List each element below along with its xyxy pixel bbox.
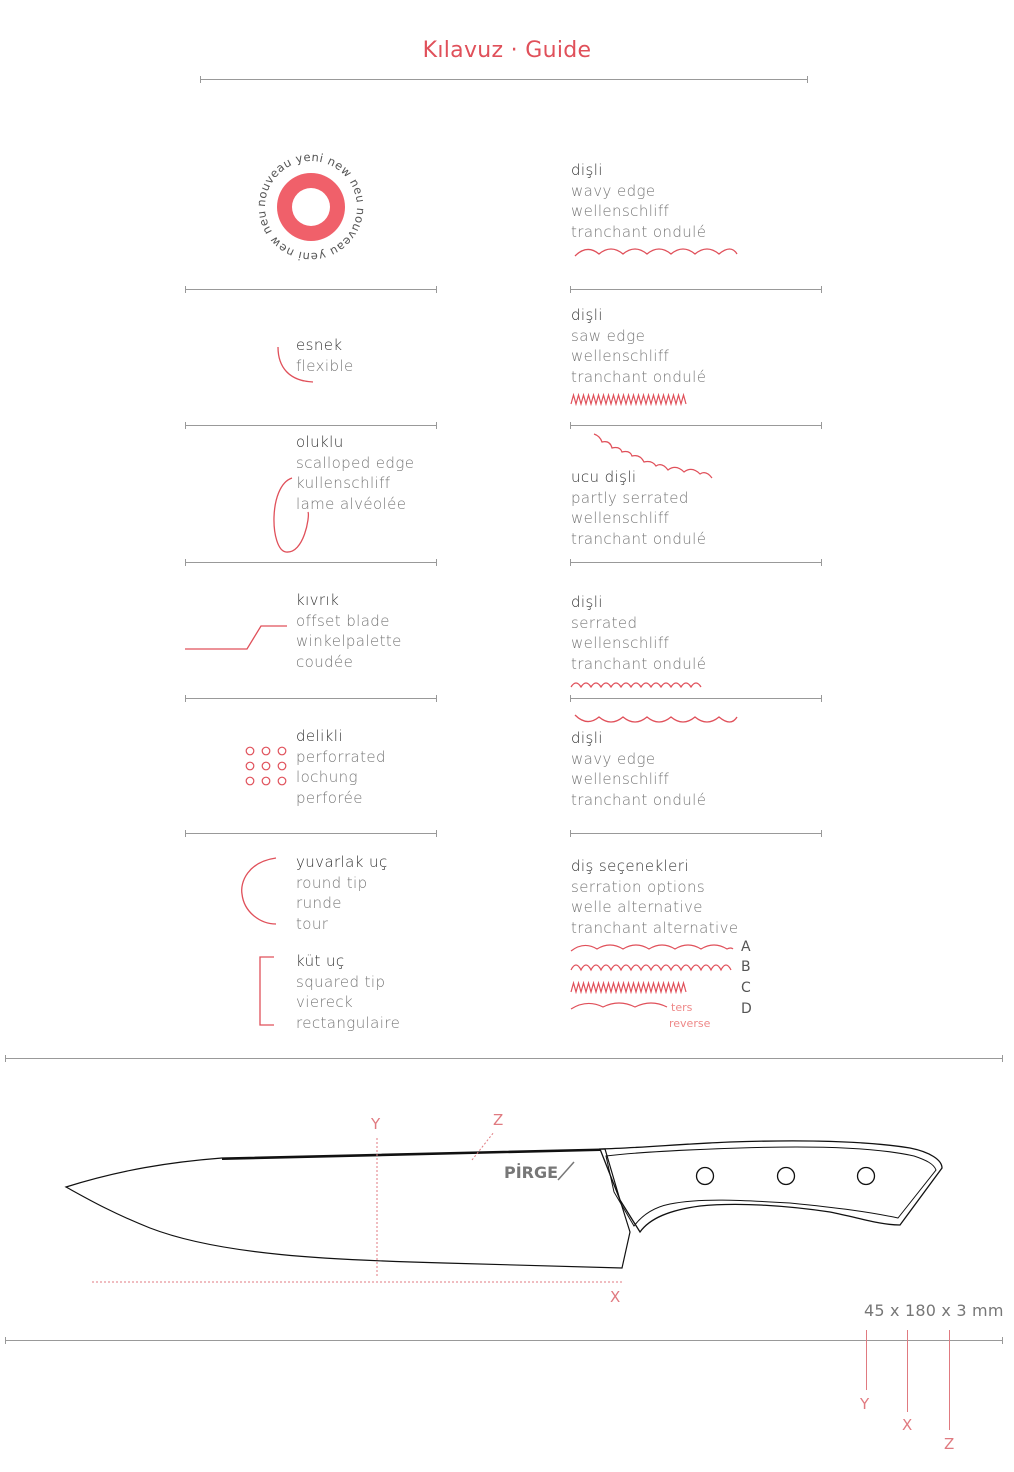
- wavy-edge-2-block: [571, 728, 706, 811]
- round-tip-block: [296, 852, 388, 935]
- knife-axis-z: Z: [493, 1111, 504, 1129]
- round-tip-line-fr: tour: [296, 915, 329, 934]
- serrated-icon: [571, 681, 707, 691]
- dim-line-x: [907, 1330, 908, 1412]
- serrated-heading: dişli: [571, 593, 603, 611]
- serrated-line-en: serrated: [571, 613, 638, 632]
- perforated-line-en: perforrated: [296, 747, 386, 766]
- flexible-heading: esnek: [296, 336, 343, 354]
- option-d-icon: [571, 1001, 671, 1013]
- serration-options-block: [571, 856, 738, 939]
- wavy-edge-icon: [573, 244, 743, 258]
- wavy-edge-2-line-fr: tranchant ondulé: [571, 791, 707, 810]
- offset-blade-icon: [185, 624, 289, 652]
- wavy-edge-line-fr: tranchant ondulé: [571, 223, 707, 242]
- option-letter-c: C: [741, 980, 751, 996]
- perforated-line-de: lochung: [296, 768, 358, 787]
- perforated-icon: [244, 745, 294, 785]
- serration-options-line-fr: tranchant alternative: [571, 919, 739, 938]
- knife-illustration: [0, 1100, 1014, 1400]
- section-divider: [5, 1058, 1003, 1059]
- dim-label-x: X: [902, 1416, 913, 1434]
- saw-edge-block: [571, 305, 706, 388]
- divider: [570, 833, 822, 834]
- offset-heading: kıvrık: [296, 591, 340, 609]
- option-c-icon: [571, 981, 691, 995]
- offset-line-de: winkelpalette: [296, 632, 402, 651]
- squared-tip-line-de: viereck: [296, 993, 354, 1012]
- partly-serrated-block: [571, 467, 706, 550]
- round-tip-icon: [240, 856, 280, 928]
- serrated-block: [571, 592, 706, 675]
- scalloped-heading: oluklu: [296, 433, 344, 451]
- scalloped-line-fr: lame alvéolée: [296, 495, 407, 514]
- dimensions-text: 45 x 180 x 3 mm: [864, 1301, 1004, 1320]
- divider: [570, 289, 822, 290]
- scalloped-line-en: scalloped edge: [296, 453, 415, 472]
- saw-edge-heading: dişli: [571, 306, 603, 324]
- offset-block: [296, 590, 402, 673]
- wavy-edge-2-icon: [573, 713, 743, 727]
- divider: [570, 698, 822, 699]
- round-tip-heading: yuvarlak uç: [296, 853, 388, 871]
- offset-line-fr: coudée: [296, 653, 354, 672]
- divider: [185, 289, 437, 290]
- saw-edge-line-en: saw edge: [571, 326, 646, 345]
- scalloped-line-de: kullenschliff: [296, 474, 391, 493]
- wavy-edge-line-en: wavy edge: [571, 181, 656, 200]
- serration-options-heading: diş seçenekleri: [571, 857, 689, 875]
- option-letter-b: B: [741, 959, 751, 975]
- squared-tip-block: [296, 951, 400, 1034]
- brand-logo: PİRGE: [504, 1163, 559, 1182]
- squared-tip-line-fr: rectangulaire: [296, 1014, 401, 1033]
- title-divider: [200, 79, 808, 80]
- flexible-block: [296, 335, 354, 376]
- partly-serrated-heading: ucu dişli: [571, 468, 637, 486]
- knife-axis-x: X: [610, 1288, 621, 1306]
- wavy-edge-2-heading: dişli: [571, 729, 603, 747]
- round-tip-line-de: runde: [296, 894, 342, 913]
- round-tip-line-en: round tip: [296, 873, 368, 892]
- divider: [570, 425, 822, 426]
- badge-ring-text: nouveau yeni new neu nouveau yeni new neu: [253, 149, 369, 265]
- page-title: Kılavuz · Guide: [422, 38, 592, 63]
- divider: [185, 425, 437, 426]
- option-letter-a: A: [741, 939, 751, 955]
- option-letter-d: D: [741, 1001, 752, 1017]
- divider: [570, 562, 822, 563]
- flexible-line-en: flexible: [296, 356, 354, 375]
- divider: [185, 562, 437, 563]
- reverse-label-tr: ters: [671, 1001, 693, 1014]
- partly-serrated-line-de: wellenschliff: [571, 509, 670, 528]
- wavy-edge-heading: dişli: [571, 161, 603, 179]
- dim-label-y: Y: [860, 1395, 870, 1413]
- serration-options-line-de: welle alternative: [571, 898, 703, 917]
- reverse-label-en: reverse: [669, 1017, 711, 1030]
- squared-tip-line-en: squared tip: [296, 972, 386, 991]
- saw-edge-line-fr: tranchant ondulé: [571, 368, 707, 387]
- wavy-edge-line-de: wellenschliff: [571, 202, 670, 221]
- divider: [185, 833, 437, 834]
- perforated-line-fr: perforée: [296, 789, 363, 808]
- scalloped-block: [296, 432, 414, 515]
- knife-axis-y: Y: [371, 1115, 381, 1133]
- option-a-icon: [571, 941, 741, 955]
- wavy-edge-2-line-en: wavy edge: [571, 749, 656, 768]
- option-b-icon: [571, 962, 741, 974]
- dim-label-z: Z: [944, 1435, 955, 1453]
- squared-tip-heading: küt uç: [296, 952, 345, 970]
- serrated-line-fr: tranchant ondulé: [571, 655, 707, 674]
- dim-line-y: [866, 1330, 867, 1390]
- serrated-line-de: wellenschliff: [571, 634, 670, 653]
- wavy-edge-2-line-de: wellenschliff: [571, 770, 670, 789]
- perforated-block: [296, 726, 386, 809]
- partly-serrated-line-en: partly serrated: [571, 488, 689, 507]
- saw-edge-icon: [571, 393, 691, 407]
- divider: [185, 698, 437, 699]
- bottom-divider: [5, 1340, 1003, 1341]
- offset-line-en: offset blade: [296, 611, 390, 630]
- dim-line-z: [949, 1330, 950, 1430]
- serration-options-line-en: serration options: [571, 877, 706, 896]
- partly-serrated-line-fr: tranchant ondulé: [571, 530, 707, 549]
- perforated-heading: delikli: [296, 727, 343, 745]
- saw-edge-line-de: wellenschliff: [571, 347, 670, 366]
- new-badge-icon: [253, 149, 369, 265]
- squared-tip-icon: [258, 955, 278, 1029]
- wavy-edge-block: [571, 160, 706, 243]
